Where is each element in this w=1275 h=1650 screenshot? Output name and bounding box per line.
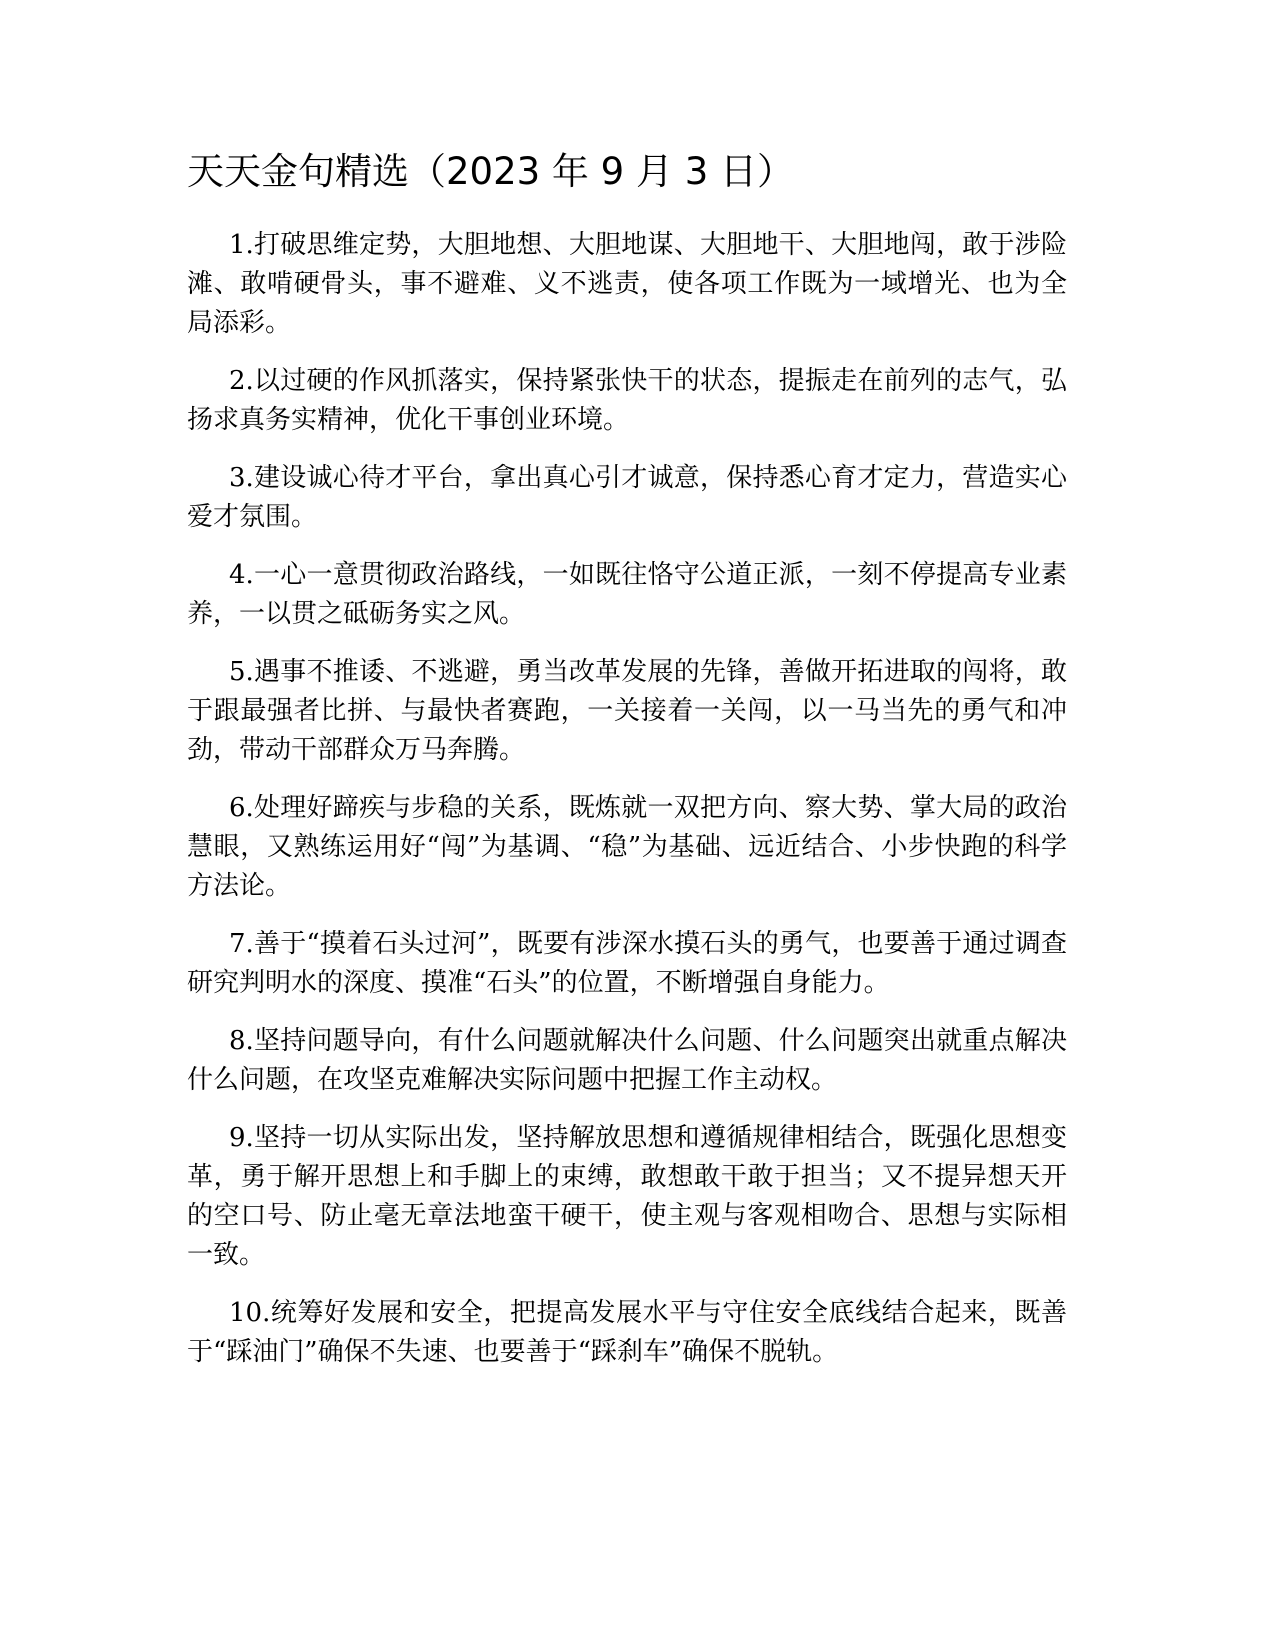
quote-item-1: 1.打破思维定势，大胆地想、大胆地谋、大胆地干、大胆地闯，敢于涉险滩、敢啃硬骨头，事不避难、义不逃责，使各项工作既为一域增光、也为全局添彩。 — [187, 230, 1067, 338]
document-title: 天天金句精选（2023 年 9 月 3 日） — [187, 150, 795, 193]
quote-item-7: 7.善于“摸着石头过河”，既要有涉深水摸石头的勇气，也要善于通过调查研究判明水的深度、摸准“石头”的位置，不断增强自身能力。 — [187, 929, 1067, 998]
quote-item-10: 10.统筹好发展和安全，把提高发展水平与守住安全底线结合起来，既善于“踩油门”确保不失速、也要善于“踩刹车”确保不脱轨。 — [187, 1298, 1067, 1367]
quote-item-9: 9.坚持一切从实际出发，坚持解放思想和遵循规律相结合，既强化思想变革，勇于解开思想上和手脚上的束缚，敢想敢干敢于担当；又不提异想天开的空口号、防止毫无章法地蛮干硬干，使主观与客观相吻合、思想与实际相一致。 — [187, 1123, 1067, 1270]
quote-item-6: 6.处理好蹄疾与步稳的关系，既炼就一双把方向、察大势、掌大局的政治慧眼，又熟练运用好“闯”为基调、“稳”为基础、远近结合、小步快跑的科学方法论。 — [187, 793, 1067, 901]
quote-list — [187, 226, 1067, 1391]
quote-item-2: 2.以过硬的作风抓落实，保持紧张快干的状态，提振走在前列的志气，弘扬求真务实精神，优化干事创业环境。 — [187, 366, 1067, 435]
quote-item-4: 4.一心一意贯彻政治路线，一如既往恪守公道正派，一刻不停提高专业素养，一以贯之砥砺务实之风。 — [187, 560, 1067, 629]
quote-item-8: 8.坚持问题导向，有什么问题就解决什么问题、什么问题突出就重点解决什么问题，在攻坚克难解决实际问题中把握工作主动权。 — [187, 1026, 1067, 1095]
quote-item-3: 3.建设诚心待才平台，拿出真心引才诚意，保持悉心育才定力，营造实心爱才氛围。 — [187, 463, 1067, 532]
quote-item-5: 5.遇事不推诿、不逃避，勇当改革发展的先锋，善做开拓进取的闯将，敢于跟最强者比拼、与最快者赛跑，一关接着一关闯，以一马当先的勇气和冲劲，带动干部群众万马奔腾。 — [187, 657, 1067, 765]
